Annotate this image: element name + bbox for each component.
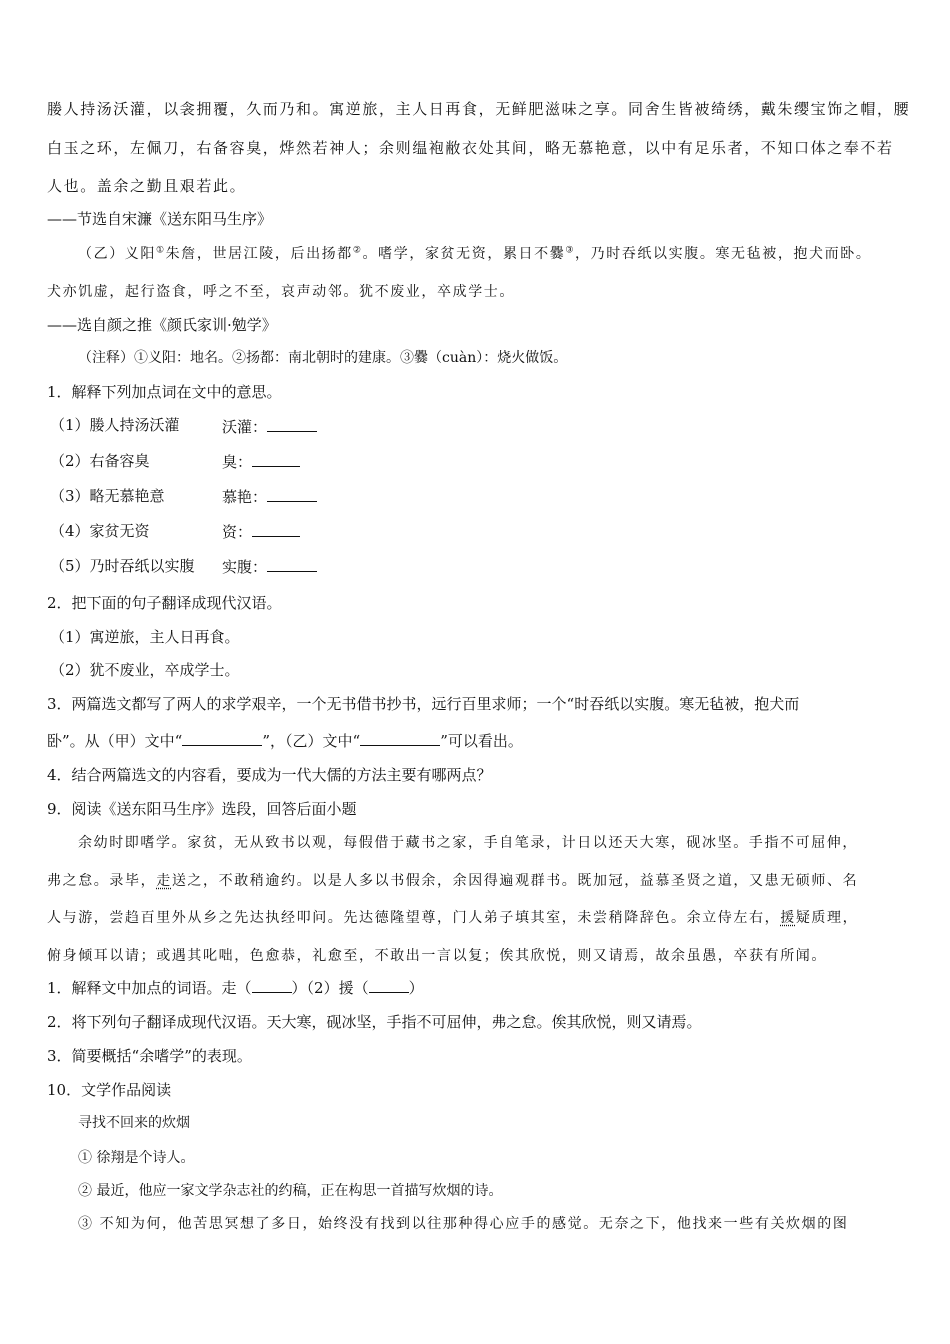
- q10-title: 10．文学作品阅读: [47, 1081, 172, 1099]
- answer-blank[interactable]: [267, 486, 317, 502]
- q9-sub-question-2: 2．将下列句子翻译成现代汉语。天大寒，砚冰坚，手指不可屈伸，弗之怠。俟其欣悦，则又请焉。: [47, 1013, 702, 1031]
- passage-yi-source: ——选自颜之推《颜氏家训·勉学》: [47, 316, 277, 334]
- q9-passage-line-4: 俯身倾耳以请；或遇其叱咄，色愈恭，礼愈至，不敢出一言以复；俟其欣悦，则又请焉，故余虽愚，卒获有所闻。: [47, 948, 827, 964]
- q1-item-4-sentence: （4）家贫无资: [50, 522, 150, 540]
- answer-blank[interactable]: [252, 451, 300, 467]
- passage-yi-line-1: （乙）义阳①朱詹，世居江陵，后出扬都②。嗜学，家贫无资，累日不爨③，乃时吞纸以实腹。寒无毡被，抱犬而卧。: [78, 245, 872, 262]
- answer-blank[interactable]: [182, 730, 262, 746]
- q1-item-3-answer: 慕艳：: [222, 486, 317, 508]
- q10-paragraph-3: ③ 不知为何，他苦思冥想了多日，始终没有找到以往那种得心应手的感觉。无奈之下，他找来一些有关炊烟的图: [78, 1216, 849, 1232]
- q3-line-2: 卧”。从（甲）文中“ ”，（乙）文中“ ”可以看出。: [47, 732, 523, 750]
- q1-item-1-sentence: （1）媵人持汤沃灌: [50, 416, 180, 434]
- footnote-marker-3: ③: [565, 245, 576, 256]
- q3-line-1: 3．两篇选文都写了两人的求学艰辛，一个无书借书抄书，远行百里求师；一个“时吞纸以实腹。寒无毡被，抱犬而: [47, 695, 800, 713]
- q10-paragraph-1: ① 徐翔是个诗人。: [78, 1150, 195, 1166]
- passage-yi-line-2: 犬亦饥虚，起行盗食，呼之不至，哀声动邻。犹不废业，卒成学士。: [47, 284, 515, 300]
- q1-item-1-answer: 沃灌：: [222, 416, 317, 438]
- answer-blank[interactable]: [267, 556, 317, 572]
- q9-sub-question-3: 3．简要概括“余嗜学”的表现。: [47, 1047, 252, 1065]
- q9-passage-line-3: 人与游，尝趋百里外从乡之先达执经叩问。先达德隆望尊，门人弟子填其室，未尝稍降辞色。余立侍左右，援疑质理，: [47, 910, 859, 926]
- answer-blank[interactable]: [267, 416, 317, 432]
- q4-question: 4．结合两篇选文的内容看，要成为一代大儒的方法主要有哪两点？: [47, 766, 492, 784]
- q1-item-2-sentence: （2）右备容臭: [50, 452, 150, 470]
- q2-sentence-2: （2）犹不废业，卒成学士。: [50, 661, 240, 679]
- passage-jia-line-1: 媵人持汤沃灌，以衾拥覆，久而乃和。寓逆旅，主人日再食，无鲜肥滋味之享。同舍生皆被绮绣，戴朱缨宝饰之帽，腰: [47, 100, 911, 118]
- footnote-marker-2: ②: [352, 245, 363, 256]
- passage-yi-note: （注释）①义阳：地名。②扬都：南北朝时的建康。③爨（cuàn）：烧火做饭。: [78, 350, 568, 366]
- q9-sub-question-1: 1．解释文中加点的词语。走（ ）（2）援（ ）: [47, 979, 424, 997]
- q1-item-2-answer: 臭：: [222, 451, 300, 473]
- dotted-word-yuan: 援: [780, 910, 796, 926]
- answer-blank[interactable]: [252, 977, 292, 993]
- passage-jia-line-3: 人也。盖余之勤且艰若此。: [47, 177, 247, 195]
- q9-passage-line-2: 弗之怠。录毕，走送之，不敢稍逾约。以是人多以书假余，余因得遍观群书。既加冠，益慕圣贤之道，又患无硕师、名: [47, 873, 859, 889]
- q2-sentence-1: （1）寓逆旅，主人日再食。: [50, 628, 240, 646]
- answer-blank[interactable]: [369, 977, 409, 993]
- footnote-marker-1: ①: [156, 245, 166, 256]
- q2-title: 2．把下面的句子翻译成现代汉语。: [47, 594, 282, 612]
- q1-item-5-answer: 实腹：: [222, 556, 317, 578]
- q1-item-5-sentence: （5）乃时吞纸以实腹: [50, 557, 195, 575]
- passage-jia-source: ——节选自宋濂《送东阳马生序》: [47, 210, 273, 228]
- answer-blank[interactable]: [252, 521, 300, 537]
- q9-title: 9．阅读《送东阳马生序》选段，回答后面小题: [47, 800, 357, 818]
- q1-item-3-sentence: （3）略无慕艳意: [50, 487, 165, 505]
- dotted-word-zou: 走: [156, 873, 172, 889]
- q10-story-title: 寻找不回来的炊烟: [78, 1115, 190, 1131]
- q9-passage-line-1: 余幼时即嗜学。家贫，无从致书以观，每假借于藏书之家，手自笔录，计日以还天大寒，砚冰坚。手指不可屈伸，: [78, 835, 858, 851]
- q1-title: 1．解释下列加点词在文中的意思。: [47, 383, 282, 401]
- q10-paragraph-2: ② 最近，他应一家文学杂志社的约稿，正在构思一首描写炊烟的诗。: [78, 1183, 503, 1199]
- answer-blank[interactable]: [360, 730, 440, 746]
- passage-jia-line-2: 白玉之环，左佩刀，右备容臭，烨然若神人；余则缊袍敝衣处其间，略无慕艳意，以中有足乐者，不知口体之奉不若: [47, 139, 894, 157]
- q1-item-4-answer: 资：: [222, 521, 300, 543]
